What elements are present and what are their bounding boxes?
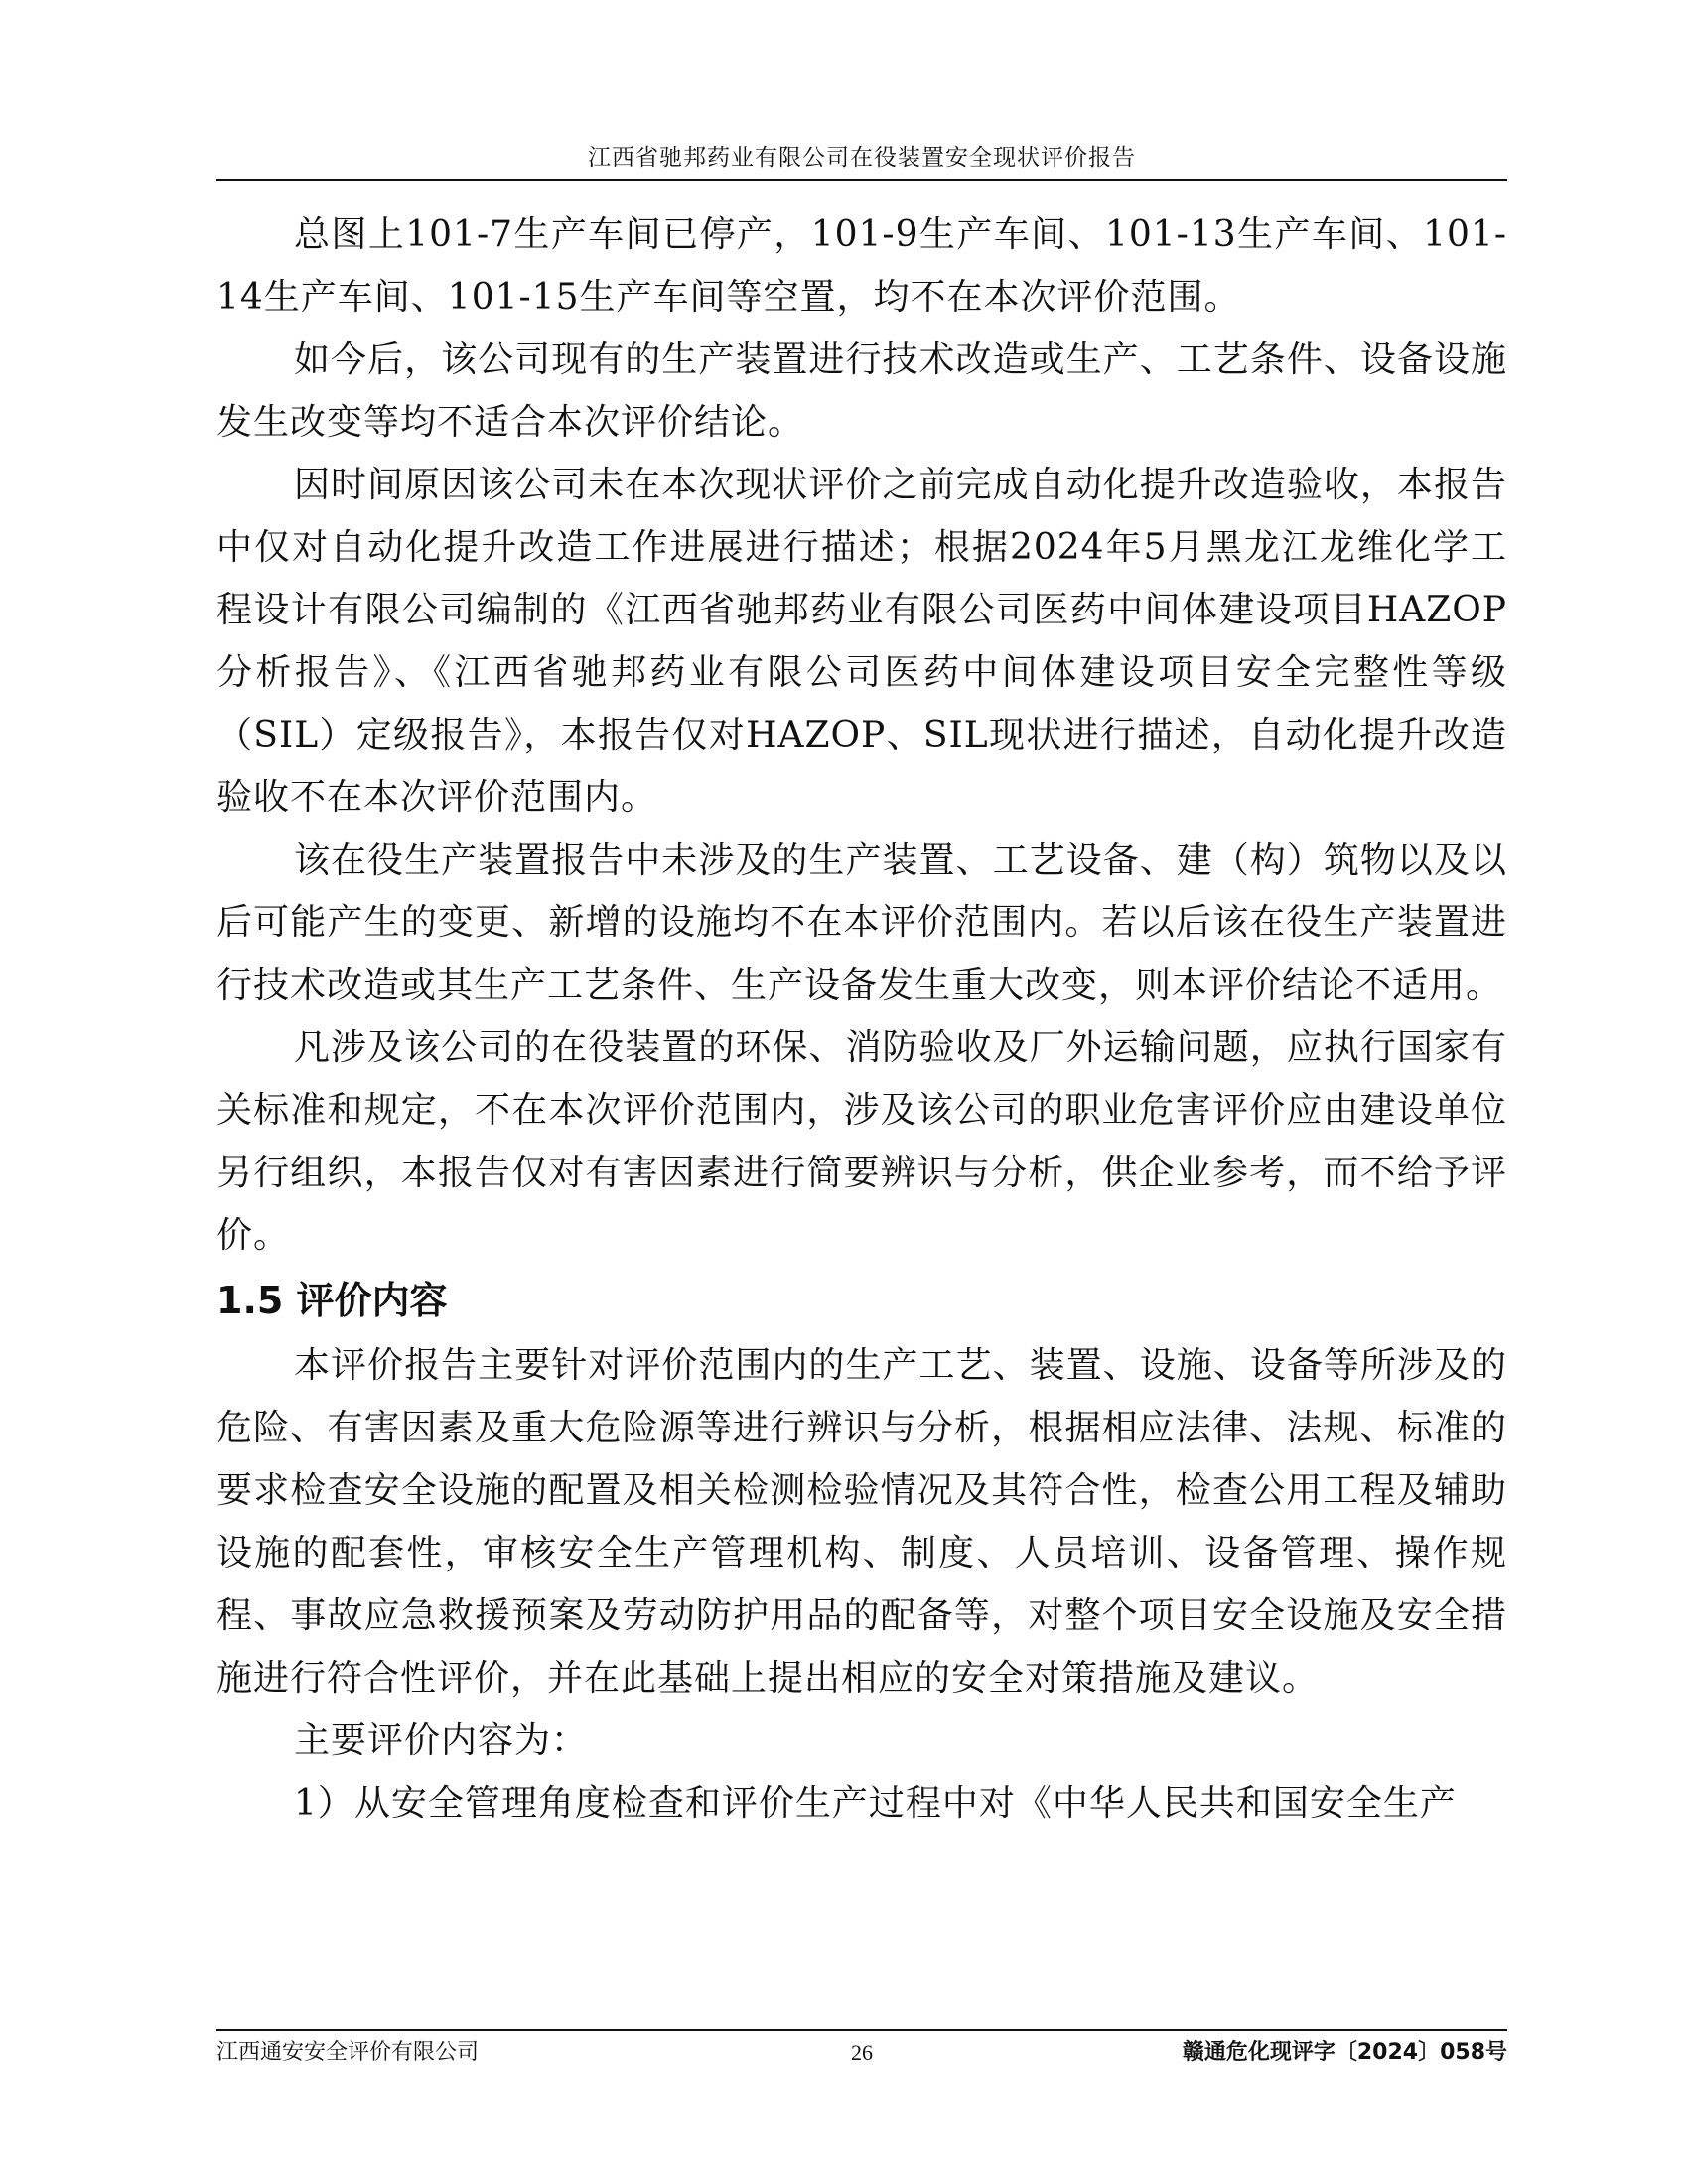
paragraph-environment-fire-exclusions: 凡涉及该公司的在役装置的环保、消防验收及厂外运输问题，应执行国家有关标准和规定，不在本次评价范围内，涉及该公司的职业危害评价应由建设单位另行组织，本报告仅对有害因素进行简要辨识与分析，供企业参考，而不给予评价。	[216, 1027, 1507, 1256]
paragraph-main-content-intro: 主要评价内容为：	[294, 1720, 589, 1761]
paragraph-evaluation-scope: 本评价报告主要针对评价范围内的生产工艺、装置、设施、设备等所涉及的危险、有害因素及重大危险源等进行辨识与分析，根据相应法律、法规、标准的要求检查安全设施的配置及相关检测检验情况及其符合性，检查公用工程及辅助设施的配套性，审核安全生产管理机构、制度、人员培训、设备管理、操作规程、事故应急救援预案及劳动防护用品的配备等，对整个项目安全设施及安全措施进行符合性评价，并在此基础上提出相应的安全对策措施及建议。	[216, 1345, 1507, 1699]
paragraph-future-changes: 如今后，该公司现有的生产装置进行技术改造或生产、工艺条件、设备设施发生改变等均不适合本次评价结论。	[216, 340, 1507, 443]
page-number: 26	[851, 2040, 873, 2065]
body-text	[216, 204, 1507, 1835]
paragraph-automation-upgrade: 因时间原因该公司未在本次现状评价之前完成自动化提升改造验收，本报告中仅对自动化提升改造工作进展进行描述；根据2024年5月黑龙江龙维化学工程设计有限公司编制的《江西省驰邦药业有限公司医药中间体建设项目HAZOP分析报告》、《江西省驰邦药业有限公司医药中间体建设项目安全完整性等级（SIL）定级报告》，本报告仅对HAZOP、SIL现状进行描述，自动化提升改造验收不在本次评价范围内。	[216, 465, 1507, 818]
footer-divider	[216, 2029, 1507, 2031]
paragraph-list-item-1: 1）从安全管理角度检查和评价生产过程中对《中华人民共和国安全生产	[294, 1783, 1457, 1824]
page-header-title: 江西省驰邦药业有限公司在役装置安全现状评价报告	[588, 145, 1136, 171]
paragraph-not-covered-facilities: 该在役生产装置报告中未涉及的生产装置、工艺设备、建（构）筑物以及以后可能产生的变更、新增的设施均不在本评价范围内。若以后该在役生产装置进行技术改造或其生产工艺条件、生产设备发生重大改变，则本评价结论不适用。	[216, 840, 1507, 1006]
footer-company: 江西通安安全评价有限公司	[216, 2040, 480, 2065]
header-divider	[216, 179, 1507, 181]
section-heading-evaluation-content: 1.5 评价内容	[216, 1279, 448, 1322]
footer-doc-number: 赣通危化现评字〔2024〕058号	[1182, 2040, 1507, 2065]
paragraph-scope-excluded-workshops: 总图上101-7生产车间已停产，101-9生产车间、101-13生产车间、101-14生产车间、101-15生产车间等空置，均不在本次评价范围。	[216, 214, 1507, 318]
page-footer	[216, 2035, 1507, 2071]
